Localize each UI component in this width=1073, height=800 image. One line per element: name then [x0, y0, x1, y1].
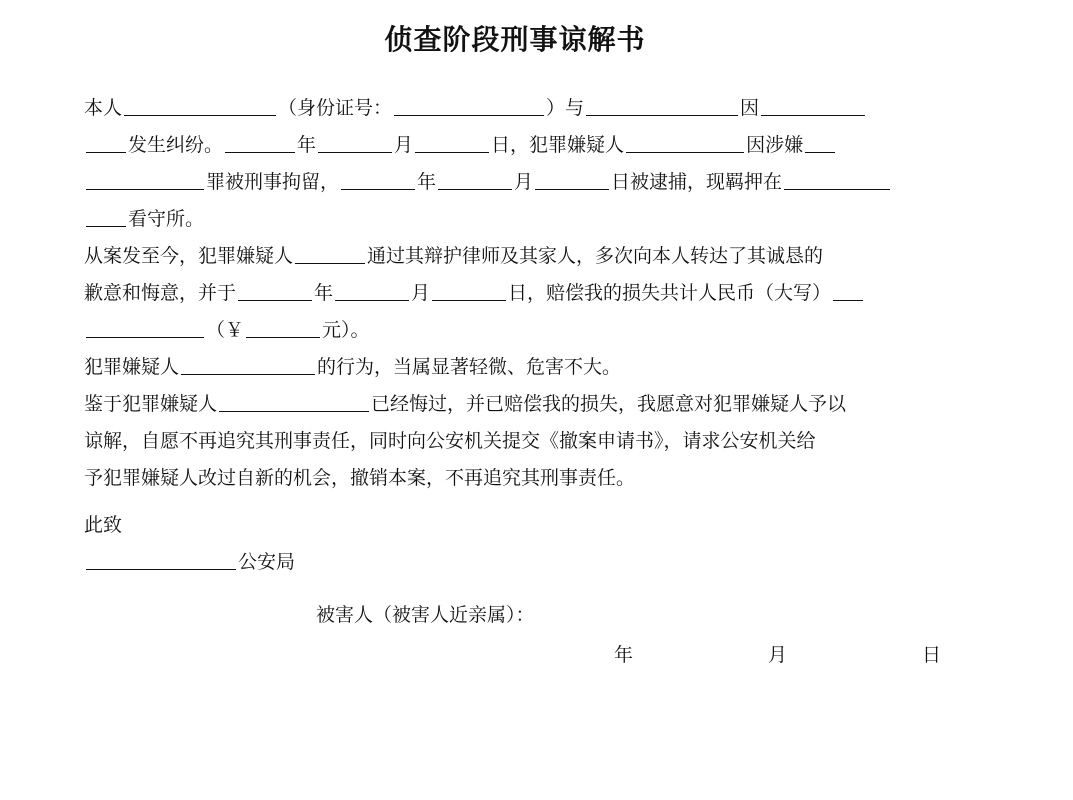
text: 因 — [740, 97, 760, 119]
day-blank[interactable] — [432, 278, 506, 301]
text: 年 — [297, 134, 317, 156]
paragraph-1-line-1 — [84, 90, 964, 127]
text: 予犯罪嫌疑人改过自新的机会，撤销本案，不再追究其刑事责任。 — [84, 467, 636, 489]
text: 看守所。 — [128, 208, 205, 230]
suspect-blank[interactable] — [181, 352, 315, 375]
text: 日，赔偿我的损失共计人民币（大写） — [508, 282, 832, 304]
document-body — [84, 90, 964, 581]
text: （身份证号： — [278, 97, 393, 119]
text: 歉意和悔意，并于 — [84, 282, 237, 304]
text: 从案发至今，犯罪嫌疑人 — [84, 245, 294, 267]
day-blank[interactable] — [415, 130, 489, 153]
amount-words-blank-cont[interactable] — [86, 315, 204, 338]
text: 月 — [514, 171, 534, 193]
date-year: 年 — [614, 644, 634, 666]
paragraph-4-line-2 — [84, 423, 964, 460]
text: 本人 — [84, 97, 123, 119]
paragraph-4-line-3 — [84, 460, 964, 497]
month-blank[interactable] — [335, 278, 409, 301]
text: 谅解，自愿不再追究其刑事责任，同时向公安机关提交《撤案申请书》，请求公安机关给 — [84, 430, 816, 452]
day-blank[interactable] — [535, 167, 609, 190]
closing-text: 此致 — [84, 514, 123, 536]
party-blank[interactable] — [586, 93, 738, 116]
text: ）与 — [546, 97, 585, 119]
id-number-blank[interactable] — [394, 93, 544, 116]
suspect-blank[interactable] — [626, 130, 744, 153]
paragraph-3-line-1 — [84, 349, 964, 386]
paragraph-2-line-1 — [84, 238, 964, 275]
text: 罪被刑事拘留， — [206, 171, 340, 193]
signature-label: 被害人（被害人近亲属）： — [316, 604, 535, 626]
amount-words-blank[interactable] — [833, 278, 863, 301]
suspect-blank[interactable] — [295, 241, 365, 264]
text: 鉴于犯罪嫌疑人 — [84, 393, 218, 415]
date-day: 日 — [922, 644, 942, 666]
text: 元）。 — [322, 319, 370, 341]
reason-blank[interactable] — [761, 93, 865, 116]
spacer — [84, 497, 964, 507]
detention-center-blank-cont[interactable] — [86, 204, 126, 227]
suspect-blank[interactable] — [219, 389, 369, 412]
text: 月 — [394, 134, 414, 156]
recipient — [84, 544, 964, 581]
paragraph-2-line-3 — [84, 312, 964, 349]
amount-number-blank[interactable] — [246, 315, 320, 338]
paragraph-2-line-2 — [84, 275, 964, 312]
year-blank[interactable] — [225, 130, 295, 153]
date-month: 月 — [768, 644, 788, 666]
text: （￥ — [206, 319, 245, 341]
month-blank[interactable] — [438, 167, 512, 190]
paragraph-1-line-3 — [84, 164, 964, 201]
text: 犯罪嫌疑人 — [84, 356, 180, 378]
charge-blank-cont[interactable] — [86, 167, 204, 190]
year-blank[interactable] — [238, 278, 312, 301]
text: 月 — [411, 282, 431, 304]
closing — [84, 507, 964, 544]
month-blank[interactable] — [318, 130, 392, 153]
recipient-suffix: 公安局 — [238, 551, 296, 573]
text: 的行为，当属显著轻微、危害不大。 — [317, 356, 622, 378]
year-blank[interactable] — [341, 167, 415, 190]
text: 日被逮捕，现羁押在 — [611, 171, 783, 193]
document-title: 侦查阶段刑事谅解书 — [384, 23, 646, 56]
paragraph-1-line-2 — [84, 127, 964, 164]
charge-blank[interactable] — [805, 130, 835, 153]
text: 年 — [314, 282, 334, 304]
reason-blank-cont[interactable] — [86, 130, 126, 153]
text: 日，犯罪嫌疑人 — [491, 134, 625, 156]
paragraph-1-line-4 — [84, 201, 964, 238]
paragraph-4-line-1 — [84, 386, 964, 423]
detention-center-blank[interactable] — [784, 167, 890, 190]
text: 年 — [417, 171, 437, 193]
text: 通过其辩护律师及其家人，多次向本人转达了其诚恳的 — [367, 245, 824, 267]
police-bureau-blank[interactable] — [86, 547, 236, 570]
name-blank[interactable] — [124, 93, 276, 116]
text: 因涉嫌 — [746, 134, 804, 156]
text: 已经悔过，并已赔偿我的损失，我愿意对犯罪嫌疑人予以 — [371, 393, 847, 415]
text: 发生纠纷。 — [128, 134, 224, 156]
